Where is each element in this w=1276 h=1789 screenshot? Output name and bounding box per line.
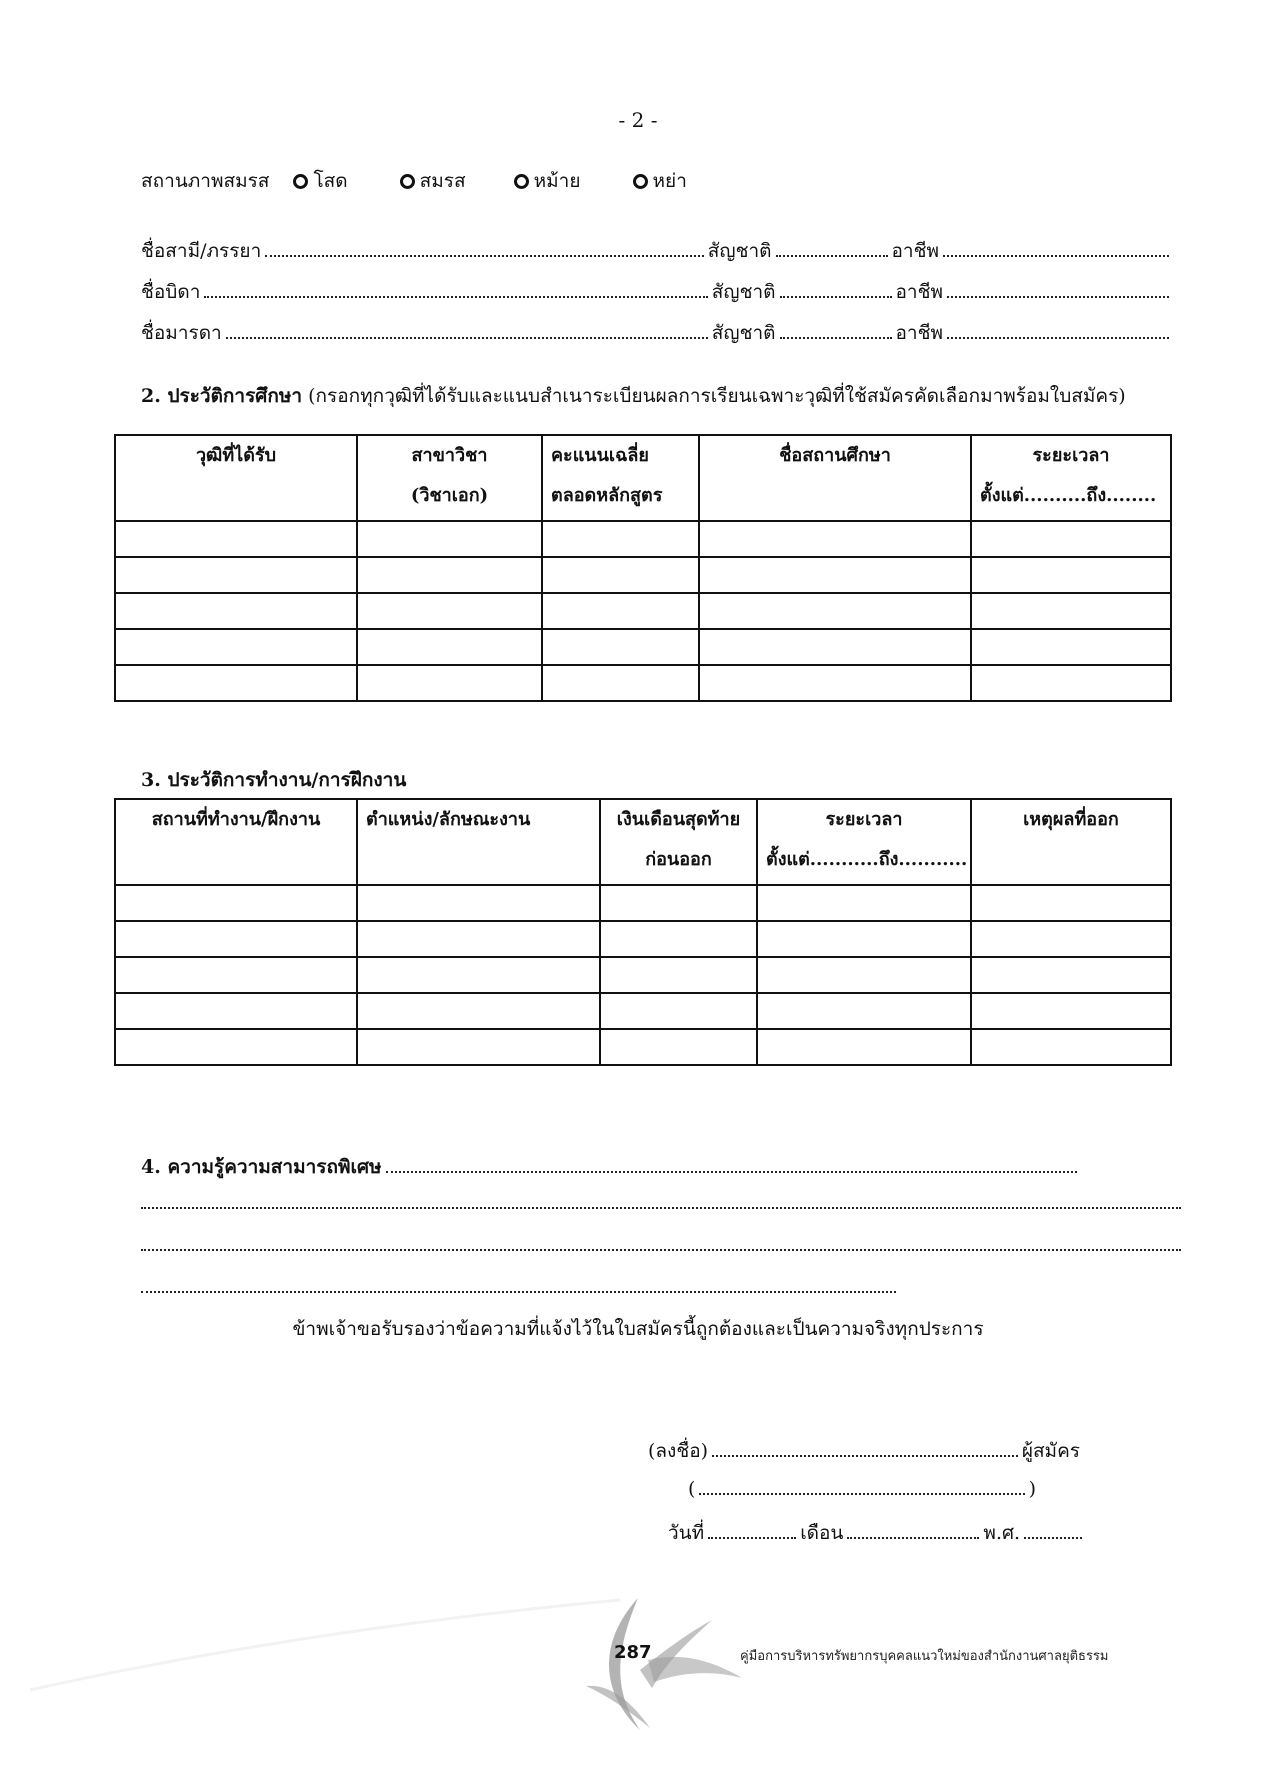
- education-cell[interactable]: [971, 521, 1171, 557]
- education-row: [115, 521, 1171, 557]
- work-col-position: [357, 799, 600, 885]
- column-header-text: คะแนนเฉลี่ย: [551, 445, 649, 466]
- month-field[interactable]: [847, 1523, 979, 1539]
- work-row: [115, 957, 1171, 993]
- father-nationality-label: สัญชาติ: [711, 281, 776, 303]
- work-cell[interactable]: [757, 957, 971, 993]
- education-cell[interactable]: [542, 629, 699, 665]
- signature-field[interactable]: [712, 1441, 1018, 1457]
- education-cell[interactable]: [542, 521, 699, 557]
- work-cell[interactable]: [757, 993, 971, 1029]
- education-cell[interactable]: [357, 665, 542, 701]
- marital-option-divorced[interactable]: หย่า: [633, 166, 687, 196]
- work-cell[interactable]: [971, 921, 1171, 957]
- work-cell[interactable]: [115, 921, 357, 957]
- marital-option-widowed[interactable]: หม้าย: [514, 166, 581, 196]
- education-cell[interactable]: [115, 629, 357, 665]
- father-occupation-label: อาชีพ: [895, 281, 943, 303]
- printed-name-row: [688, 1478, 1036, 1500]
- mother-occupation-field[interactable]: [947, 323, 1169, 339]
- education-cell[interactable]: [357, 593, 542, 629]
- education-col-gpa: [542, 435, 699, 521]
- day-field[interactable]: [708, 1523, 796, 1539]
- education-cell[interactable]: [115, 521, 357, 557]
- spouse-nationality-field[interactable]: [776, 241, 888, 257]
- column-header-text: สาขาวิชา: [411, 445, 488, 466]
- mother-row: [141, 318, 1173, 348]
- column-header-text: สถานที่ทำงาน/ฝึกงาน: [151, 809, 321, 830]
- radio-icon[interactable]: [293, 174, 308, 189]
- education-heading: [141, 381, 1126, 411]
- skills-field-3[interactable]: [141, 1249, 1181, 1251]
- work-cell[interactable]: [357, 957, 600, 993]
- radio-icon[interactable]: [633, 174, 648, 189]
- work-row: [115, 993, 1171, 1029]
- education-cell[interactable]: [115, 665, 357, 701]
- printed-name-field[interactable]: [699, 1479, 1024, 1495]
- work-cell[interactable]: [971, 957, 1171, 993]
- column-header-text: ตั้งแต่...........ถึง...........: [766, 849, 968, 870]
- certification-statement: ข้าพเจ้าขอรับรองว่าข้อความที่แจ้งไว้ในใบสมัครนี้ถูกต้องและเป็นความจริงทุกประการ: [292, 1318, 984, 1340]
- skills-row: [141, 1152, 1081, 1182]
- education-cell[interactable]: [971, 665, 1171, 701]
- work-cell[interactable]: [757, 885, 971, 921]
- column-header-text: ก่อนออก: [645, 849, 712, 870]
- education-cell[interactable]: [971, 557, 1171, 593]
- work-cell[interactable]: [115, 993, 357, 1029]
- spouse-nationality-label: สัญชาติ: [707, 240, 772, 262]
- education-col-period: [971, 435, 1171, 521]
- work-cell[interactable]: [971, 1029, 1171, 1065]
- footer-page-number: 287: [614, 1642, 652, 1663]
- column-header-text: ระยะเวลา: [1032, 445, 1110, 466]
- education-header-row: [115, 435, 1171, 521]
- work-col-period: [757, 799, 971, 885]
- education-cell[interactable]: [971, 629, 1171, 665]
- column-header-text: ตลอดหลักสูตร: [551, 485, 663, 506]
- father-row: [141, 277, 1173, 307]
- footer-logo-icon: [586, 1598, 742, 1730]
- mother-name-label: ชื่อมารดา: [141, 322, 222, 344]
- education-cell[interactable]: [357, 629, 542, 665]
- column-header-text: เหตุผลที่ออก: [1023, 809, 1119, 830]
- father-occupation-field[interactable]: [947, 282, 1169, 298]
- education-row: [115, 629, 1171, 665]
- radio-icon[interactable]: [514, 174, 529, 189]
- father-name-field[interactable]: [204, 282, 707, 298]
- column-header-text: วุฒิที่ได้รับ: [195, 445, 277, 466]
- work-cell[interactable]: [971, 993, 1171, 1029]
- spouse-name-field[interactable]: [265, 241, 704, 257]
- work-cell[interactable]: [115, 1029, 357, 1065]
- radio-icon[interactable]: [400, 174, 415, 189]
- education-cell[interactable]: [542, 593, 699, 629]
- education-cell[interactable]: [542, 557, 699, 593]
- work-title: 3. ประวัติการทำงาน/การฝึกงาน: [141, 769, 407, 791]
- mother-nationality-field[interactable]: [780, 323, 892, 339]
- marital-option-married[interactable]: สมรส: [400, 166, 466, 196]
- education-row: [115, 593, 1171, 629]
- column-header-text: ตั้งแต่..........ถึง........: [980, 485, 1157, 506]
- work-cell[interactable]: [971, 885, 1171, 921]
- education-cell[interactable]: [542, 665, 699, 701]
- father-name-label: ชื่อบิดา: [141, 281, 201, 303]
- work-col-salary: [600, 799, 757, 885]
- column-header-text: ระยะเวลา: [825, 809, 903, 830]
- work-cell[interactable]: [115, 957, 357, 993]
- day-label: วันที่: [668, 1522, 705, 1544]
- education-col-institution: [699, 435, 971, 521]
- close-paren: ): [1028, 1478, 1036, 1500]
- skills-field-4[interactable]: [141, 1291, 896, 1293]
- footer-book-title: คู่มือการบริหารทรัพยากรบุคคลแนวใหม่ของสำนักงานศาลยุติธรรม: [740, 1649, 1109, 1664]
- mother-occupation-label: อาชีพ: [895, 322, 943, 344]
- education-row: [115, 665, 1171, 701]
- spouse-occupation-field[interactable]: [943, 241, 1169, 257]
- spouse-occupation-label: อาชีพ: [891, 240, 939, 262]
- work-cell[interactable]: [757, 921, 971, 957]
- work-cell[interactable]: [357, 885, 600, 921]
- work-table: [114, 798, 1172, 1066]
- applicant-label: ผู้สมัคร: [1021, 1440, 1080, 1462]
- education-title: 2. ประวัติการศึกษา: [141, 385, 303, 407]
- sign-label: (ลงชื่อ): [648, 1440, 709, 1462]
- education-cell[interactable]: [115, 593, 357, 629]
- mother-nationality-label: สัญชาติ: [711, 322, 776, 344]
- education-cell[interactable]: [971, 593, 1171, 629]
- month-label: เดือน: [800, 1522, 844, 1544]
- education-table: [114, 434, 1172, 702]
- work-row: [115, 921, 1171, 957]
- education-cell[interactable]: [699, 521, 971, 557]
- work-cell[interactable]: [600, 957, 757, 993]
- education-cell[interactable]: [699, 593, 971, 629]
- education-cell[interactable]: [357, 521, 542, 557]
- open-paren: (: [688, 1478, 696, 1500]
- work-cell[interactable]: [600, 921, 757, 957]
- education-cell[interactable]: [357, 557, 542, 593]
- work-col-workplace: [115, 799, 357, 885]
- signature-row: [648, 1436, 1080, 1466]
- work-row: [115, 885, 1171, 921]
- education-cell[interactable]: [699, 665, 971, 701]
- mother-name-field[interactable]: [226, 323, 708, 339]
- column-header-text: ตำแหน่ง/ลักษณะงาน: [366, 809, 531, 830]
- marital-status-row: [141, 166, 687, 196]
- education-row: [115, 557, 1171, 593]
- work-col-reason: [971, 799, 1171, 885]
- spouse-row: [141, 236, 1173, 266]
- work-cell[interactable]: [357, 1029, 600, 1065]
- education-col-degree: [115, 435, 357, 521]
- footer-swoosh-line: [30, 1600, 620, 1690]
- skills-field-2[interactable]: [141, 1207, 1181, 1209]
- column-header-text: (วิชาเอก): [410, 485, 489, 506]
- spouse-name-label: ชื่อสามี/ภรรยา: [141, 240, 262, 262]
- work-cell[interactable]: [357, 921, 600, 957]
- page-number: - 2 -: [618, 108, 658, 132]
- education-col-major: [357, 435, 542, 521]
- work-header-row: [115, 799, 1171, 885]
- work-cell[interactable]: [600, 885, 757, 921]
- work-cell[interactable]: [600, 1029, 757, 1065]
- education-note: (กรอกทุกวุฒิที่ได้รับและแนบสำเนาระเบียนผลการเรียนเฉพาะวุฒิที่ใช้สมัครคัดเลือกมาพร้อมใบสมัคร): [308, 385, 1126, 407]
- work-row: [115, 1029, 1171, 1065]
- work-cell[interactable]: [115, 885, 357, 921]
- marital-option-single[interactable]: โสด: [293, 166, 347, 196]
- work-cell[interactable]: [757, 1029, 971, 1065]
- column-header-text: ชื่อสถานศึกษา: [779, 445, 891, 466]
- year-field[interactable]: [1024, 1523, 1082, 1539]
- education-cell[interactable]: [699, 557, 971, 593]
- date-row: [668, 1518, 1086, 1548]
- education-cell[interactable]: [699, 629, 971, 665]
- education-cell[interactable]: [115, 557, 357, 593]
- column-header-text: เงินเดือนสุดท้าย: [616, 809, 741, 830]
- marital-status-label: สถานภาพสมรส: [141, 170, 270, 192]
- father-nationality-field[interactable]: [780, 282, 892, 298]
- year-label: พ.ศ.: [983, 1522, 1021, 1544]
- skills-field-1[interactable]: [386, 1157, 1077, 1173]
- work-cell[interactable]: [600, 993, 757, 1029]
- skills-title: 4. ความรู้ความสามารถพิเศษ: [141, 1156, 382, 1178]
- work-cell[interactable]: [357, 993, 600, 1029]
